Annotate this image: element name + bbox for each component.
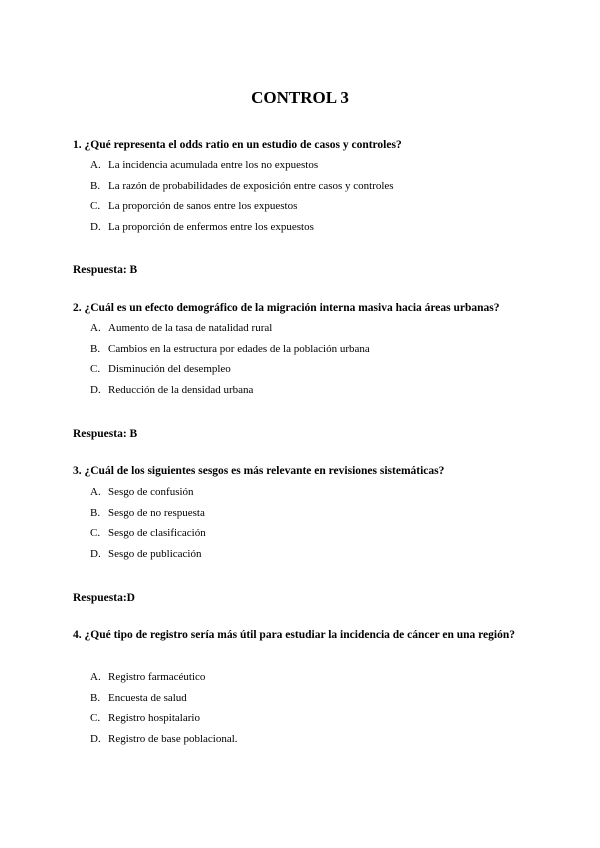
option-2c: C. Disminución del desempleo	[90, 363, 231, 376]
answer-1: Respuesta: B	[73, 264, 138, 276]
question-1-options	[90, 155, 560, 238]
option-2d: D. Reducción de la densidad urbana	[90, 384, 254, 397]
option-3b: B. Sesgo de no respuesta	[90, 506, 205, 519]
option-1b: B. La razón de probabilidades de exposición entre casos y controles	[90, 179, 394, 192]
page-title: CONTROL 3	[251, 88, 349, 107]
question-3: 3. ¿Cuál de los siguientes sesgos es más relevante en revisiones sistemáticas?	[73, 465, 445, 477]
answer-2: Respuesta: B	[73, 428, 138, 440]
option-1c: C. La proporción de sanos entre los expuestos	[90, 200, 298, 213]
question-2-options	[90, 318, 560, 401]
option-2b: B. Cambios en la estructura por edades de la población urbana	[90, 342, 370, 355]
option-3a: A. Sesgo de confusión	[90, 486, 194, 498]
option-3c: C. Sesgo de clasificación	[90, 527, 206, 540]
option-4a: A. Registro farmacéutico	[90, 671, 206, 683]
answer-3: Respuesta:D	[73, 592, 135, 604]
option-3d: D. Sesgo de publicación	[90, 548, 202, 561]
question-4: 4. ¿Qué tipo de registro sería más útil para estudiar la incidencia de cáncer en una región?	[73, 629, 515, 641]
option-4d: D. Registro de base poblacional.	[90, 733, 238, 746]
question-2: 2. ¿Cuál es un efecto demográfico de la migración interna masiva hacia áreas urbanas?	[73, 302, 500, 314]
option-1d: D. La proporción de enfermos entre los expuestos	[90, 221, 314, 234]
question-3-options	[90, 482, 560, 565]
option-4b: B. Encuesta de salud	[90, 691, 187, 704]
question-4-options	[90, 667, 560, 750]
option-1a: A. La incidencia acumulada entre los no expuestos	[90, 159, 319, 171]
option-2a: A. Aumento de la tasa de natalidad rural	[90, 322, 273, 334]
question-1: 1. ¿Qué representa el odds ratio en un estudio de casos y controles?	[73, 139, 402, 151]
option-4c: C. Registro hospitalario	[90, 712, 200, 725]
